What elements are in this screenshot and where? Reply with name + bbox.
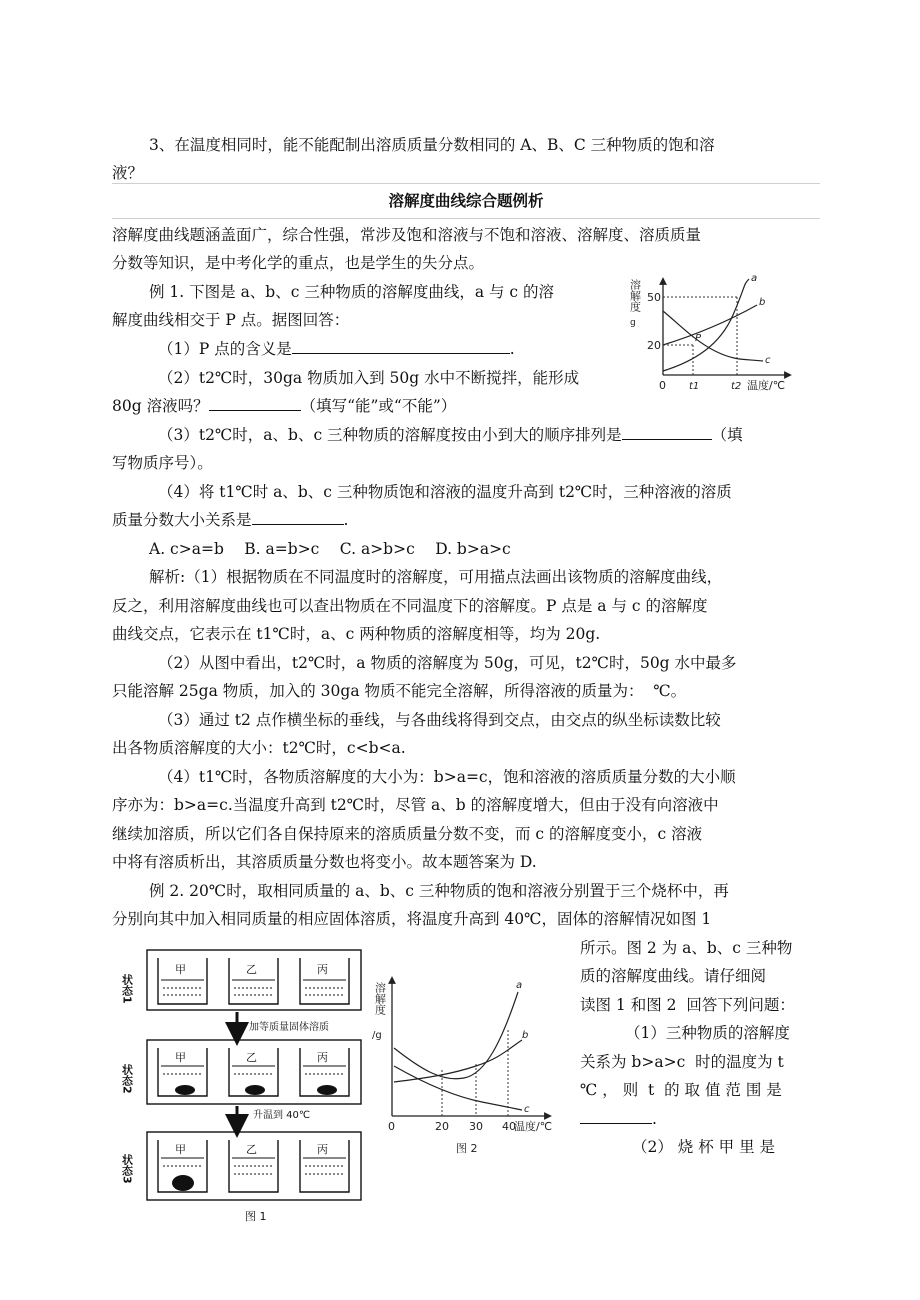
ex2-line-2: 分别向其中加入相同质量的相应固体溶质，将温度升高到 40℃，固体的溶解情况如图 1 [112,910,712,928]
state3-beaker-bing [300,1140,349,1192]
ex1-q3-blank [622,425,712,440]
fig2-y-axis-label: 溶解度 [373,982,387,1015]
ex1-x-axis-label: 温度/℃ [747,379,786,392]
state2-jia: 甲 [175,1051,186,1064]
ex1-x-tick-t2: t2 [731,381,742,392]
state2-yi: 乙 [246,1051,257,1064]
state3-beaker-jia [158,1140,207,1192]
ex1-ans3-line-1: （3）通过 t2 点作横坐标的垂线，与各曲线将得到交点，由交点的纵坐标读数比较 [158,711,721,729]
state2-jia-solid [175,1085,195,1095]
ex1-curve-a [663,279,749,371]
intro-line-2: 分数等知识，是中考化学的重点，也是学生的失分点。 [112,254,485,272]
fig2-caption: 图 2 [456,1142,478,1155]
ex1-options: A. c>a=b B. a=b>c C. a>b>c D. b>a>c [149,540,511,558]
state1-beaker-yi [229,958,278,1004]
state2-bing-solid [317,1085,337,1095]
ex1-curve-b [663,305,757,345]
ex1-y-tick-20: 20 [647,339,661,352]
ex2-line-1: 例 2. 20℃时，取相同质量的 a、b、c 三种物质的饱和溶液分别置于三个烧杯中，再 [149,882,729,900]
fig2-curve-c [394,1066,522,1110]
ex1-q3-line-1 [158,425,743,445]
q3-line-2: 液？ [112,164,144,182]
fig2-label-b: b [522,1030,529,1041]
fig2-label-a: a [516,980,523,991]
ex1-ans1-line-2: 反之，利用溶解度曲线也可以查出物质在不同温度下的溶解度。P 点是 a 与 c 的溶解度 [112,597,708,615]
fig2-curve-a [394,992,518,1079]
fig2-x-tick-20: 20 [435,1120,449,1133]
ex1-label-a: a [751,273,758,284]
ex1-label-c: c [765,355,771,366]
state2-yi-solid [245,1085,265,1095]
state1-jia: 甲 [175,963,186,976]
ex2-q1-blank [580,1109,652,1124]
ex1-ans4-line-3: 继续加溶质，所以它们各自保持原来的溶质质量分数不变，而 c 的溶解度变小，c 溶液 [112,825,703,843]
fig2-x-axis-label: 温度/℃ [514,1120,553,1133]
ex2-q1-line-2: 关系为 b>a>c 时的温度为 t [580,1053,784,1071]
intro-line-1: 溶解度曲线题涵盖面广，综合性强，常涉及饱和溶液与不饱和溶液、溶解度、溶质质量 [112,226,702,244]
fig2-x-tick-0: 0 [388,1120,395,1133]
ex1-q2-line-2 [112,396,456,416]
state2-beaker-yi [229,1048,278,1096]
fig2-curve-b [394,1040,522,1082]
ex1-y-tick-50: 50 [647,291,661,304]
ex1-q4-line-1: （4）将 t1℃时 a、b、c 三种物质饱和溶液的温度升高到 t2℃时，三种溶液的溶质 [158,483,732,501]
fig2-solubility-chart [372,970,552,1185]
fig1-beaker-states [120,946,365,1231]
ex1-q3-line-2: 写物质序号）。 [112,454,213,472]
ex1-ans4-line-2: 序亦为：b>a=c.当温度升高到 t2℃时，尽管 a、b 的溶解度增大，但由于没有向溶液中 [112,796,719,814]
state2-beaker-bing [300,1048,349,1096]
ex2-line-5: 读图 1 和图 2 回答下列问题： [580,996,795,1014]
ex1-ans3-line-2: 出各物质溶解度的大小：t2℃时，c<b<a. [112,739,406,757]
q3-line-1: 3、在温度相同时，能不能配制出溶质质量分数相同的 A、B、C 三种物质的饱和溶 [149,136,715,154]
ex1-y-unit: g [630,318,636,328]
state3-jia: 甲 [175,1143,186,1156]
ex1-q2-text: 80g 溶液吗？ [112,397,209,415]
ex1-q1 [158,339,515,359]
ex1-q4-end: . [343,511,349,529]
ex2-line-3: 所示。图 2 为 a、b、c 三种物 [580,939,793,957]
state2-bing: 丙 [317,1051,328,1064]
ex1-line-1: 例 1. 下图是 a、b、c 三种物质的溶解度曲线，a 与 c 的溶 [149,283,555,301]
ex1-y-axis-label: 溶解度 [628,279,642,312]
ex1-q1-blank [292,339,510,354]
ex2-q1-line-4 [580,1109,657,1129]
state3-yi: 乙 [246,1143,257,1156]
ex1-q4-text: 质量分数大小关系是 [112,511,252,529]
state2-beaker-jia [158,1048,207,1096]
ex1-ans4-line-1: （4）t1℃时，各物质溶解度的大小为：b>a=c，饱和溶液的溶质质量分数的大小顺 [158,768,736,786]
ex1-ans1-line-1: 解析:（1）根据物质在不同温度时的溶解度，可用描点法画出该物质的溶解度曲线， [149,568,723,586]
state3-beaker-yi [229,1140,278,1192]
ex1-curve-c [663,311,763,361]
ex1-q1-text: （1）P 点的含义是 [158,340,292,358]
state3-label: 状态3 [120,1154,134,1184]
state1-beaker-jia [158,958,207,1004]
arrow-1-label: 加等质量固体溶质 [249,1022,329,1033]
ex1-q2-line-1: （2）t2℃时，30ga 物质加入到 50g 水中不断搅拌，能形成 [158,369,580,387]
state1-label: 状态1 [120,974,134,1004]
state3-jia-solid [172,1175,194,1191]
state1-bing: 丙 [317,963,328,976]
ex1-ans4-line-4: 中将有溶质析出，其溶质质量分数也将变小。故本题答案为 D. [112,853,537,871]
fig2-y-unit: /g [372,1030,382,1041]
ex1-solubility-chart [625,275,795,395]
ex1-q3-text: （3）t2℃时，a、b、c 三种物质的溶解度按由小到大的顺序排列是 [158,426,622,444]
ex1-x-tick-t1: t1 [689,381,700,392]
ex1-ans1-line-3: 曲线交点，它表示在 t1℃时，a、c 两种物质的溶解度相等，均为 20g. [112,625,601,643]
ex1-label-b: b [759,297,766,308]
ex1-q2-blank [209,396,301,411]
state3-bing: 丙 [317,1143,328,1156]
section-heading [112,183,820,219]
fig1-caption: 图 1 [245,1210,267,1223]
ex1-line-2: 解度曲线相交于 P 点。据图回答： [112,311,350,329]
ex1-label-p: P [695,333,702,344]
ex1-ans2-line-2: 只能溶解 25ga 物质，加入的 30ga 物质不能完全溶解，所得溶液的质量为： ℃。 [112,682,687,700]
ex2-q1-line-1: （1）三种物质的溶解度 [625,1024,790,1042]
ex1-q4-blank [252,510,344,525]
ex2-q2-line-1: （2） 烧 杯 甲 里 是 [632,1138,775,1156]
state1-beaker-bing [300,958,349,1004]
fig2-label-c: c [524,1104,530,1115]
ex2-q1-line-3: ℃ ， 则 t 的 取 值 范 围 是 [580,1081,782,1099]
ex1-q4-line-2 [112,510,348,530]
section-heading-text: 溶解度曲线综合题例析 [388,192,544,210]
ex1-q3-hint: （填 [711,426,743,444]
state1-yi: 乙 [246,963,257,976]
state2-label: 状态2 [120,1064,134,1094]
ex2-q1-end: . [652,1110,657,1128]
arrow-2-label: 升温到 40℃ [253,1110,311,1121]
ex1-q1-end: . [509,340,515,358]
fig2-x-tick-40: 40 [502,1120,516,1133]
ex2-line-4: 质的溶解度曲线。请仔细阅 [580,967,767,985]
ex1-q2-hint: （填写“能”或“不能”） [300,397,457,415]
ex1-origin: 0 [659,379,666,392]
fig2-x-tick-30: 30 [469,1120,483,1133]
ex1-ans2-line-1: （2）从图中看出，t2℃时，a 物质的溶解度为 50g，可见，t2℃时，50g 水中最多 [158,654,737,672]
